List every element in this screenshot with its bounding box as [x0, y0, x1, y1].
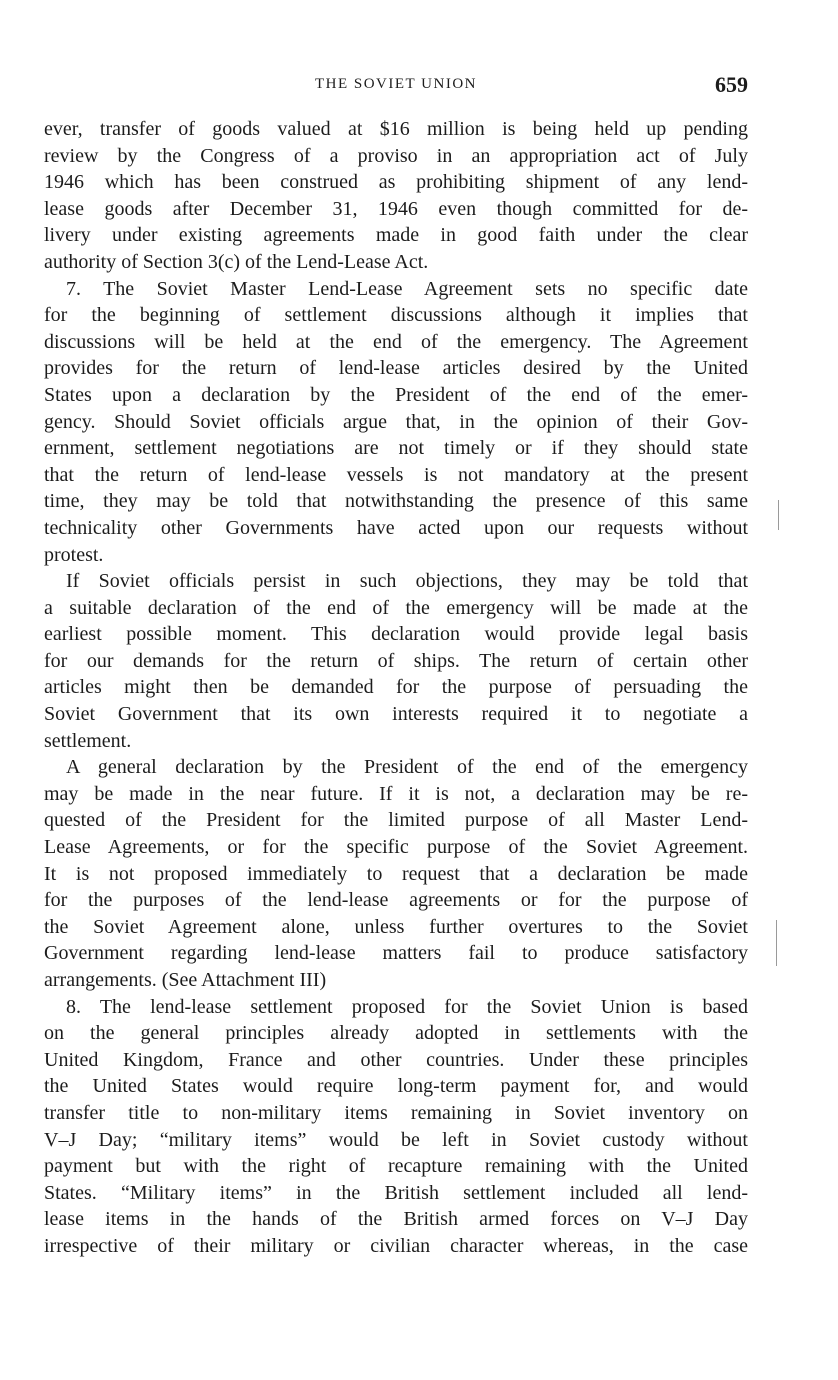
text-line: 7. The Soviet Master Lend-Lease Agreement sets no specific date [66, 277, 748, 300]
body-text [44, 116, 748, 1260]
text-line: States upon a declaration by the President of the end of the emer- [44, 383, 748, 406]
text-line: transfer title to non-military items remaining in Soviet inventory on [44, 1101, 748, 1124]
text-line: Government regarding lend-lease matters fail to produce satisfactory [44, 942, 748, 965]
text-line: ever, transfer of goods valued at $16 million is being held up pending [44, 118, 748, 140]
text-line: 8. The lend-lease settlement proposed for the Soviet Union is based [66, 995, 748, 1018]
running-title: THE SOVIET UNION [314, 76, 478, 92]
text-line: that the return of lend-lease vessels is not mandatory at the present [44, 463, 748, 486]
text-line: earliest possible moment. This declaration would provide legal basis [44, 623, 748, 646]
text-line: V–J Day; “military items” would be left in Soviet custody without [44, 1128, 748, 1151]
text-line: gency. Should Soviet officials argue that, in the opinion of their Gov- [44, 410, 748, 433]
text-line: Soviet Government that its own interests required it to negotiate a [44, 703, 748, 726]
paragraph-continuation [44, 116, 748, 276]
text-line: provides for the return of lend-lease articles desired by the United [44, 357, 748, 380]
text-line: time, they may be told that notwithstanding the presence of this same [44, 490, 748, 513]
text-line: may be made in the near future. If it is not, a declaration may be re- [44, 782, 748, 805]
text-line: States. “Military items” in the British settlement included all lend- [44, 1181, 748, 1204]
text-line: articles might then be demanded for the purpose of persuading the [44, 676, 748, 699]
text-line: Lease Agreements, or for the specific purpose of the Soviet Agreement. [44, 836, 748, 859]
paragraph-declaration [44, 754, 748, 993]
text-line: protest. [44, 543, 104, 566]
text-line: review by the Congress of a proviso in an appropriation act of July [44, 144, 748, 167]
page-number: 659 [715, 72, 748, 97]
paragraph-item-8 [44, 994, 748, 1260]
text-line: It is not proposed immediately to request that a declaration be made [44, 862, 748, 885]
text-line: United Kingdom, France and other countries. Under these principles [44, 1048, 748, 1071]
text-line: lease items in the hands of the British armed forces on V–J Day [44, 1208, 748, 1231]
text-line: lease goods after December 31, 1946 even though committed for de- [44, 197, 748, 220]
text-line: 1946 which has been construed as prohibiting shipment of any lend- [44, 171, 748, 194]
text-line: for our demands for the return of ships. The return of certain other [44, 649, 748, 672]
text-line: quested of the President for the limited purpose of all Master Lend- [44, 809, 748, 832]
text-line: discussions will be held at the end of the emergency. The Agreement [44, 330, 748, 353]
text-line: the Soviet Agreement alone, unless further overtures to the Soviet [44, 915, 748, 938]
text-line: the United States would require long-term payment for, and would [44, 1075, 748, 1098]
text-line: a suitable declaration of the end of the emergency will be made at the [44, 596, 748, 619]
text-line: payment but with the right of recapture remaining with the United [44, 1155, 748, 1178]
paragraph-objections [44, 568, 748, 754]
text-line: settlement. [44, 729, 132, 752]
running-head [44, 72, 748, 98]
text-line: on the general principles already adopted in settlements with the [44, 1022, 748, 1045]
paragraph-item-7 [44, 276, 748, 569]
text-line: for the beginning of settlement discussions although it implies that [44, 304, 748, 327]
text-line: for the purposes of the lend-lease agreements or for the purpose of [44, 889, 748, 912]
margin-scan-mark [778, 500, 779, 530]
text-line: authority of Section 3(c) of the Lend-Lease Act. [44, 250, 429, 273]
text-line: ernment, settlement negotiations are not timely or if they should state [44, 437, 748, 460]
text-line: livery under existing agreements made in good faith under the clear [44, 224, 748, 247]
text-line: arrangements. (See Attachment III) [44, 969, 327, 991]
text-line: irrespective of their military or civilian character whereas, in the case [44, 1234, 748, 1257]
text-line: If Soviet officials persist in such objections, they may be told that [66, 570, 748, 593]
text-line: technicality other Governments have acted upon our requests without [44, 516, 748, 539]
margin-scan-mark [776, 920, 777, 966]
text-line: A general declaration by the President of the end of the emergency [66, 756, 748, 779]
